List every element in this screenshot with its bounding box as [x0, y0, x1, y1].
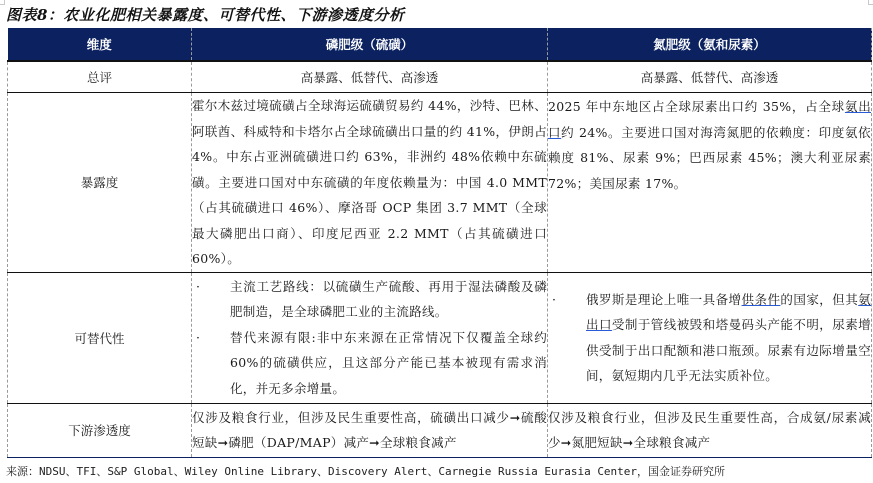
dimension-cell: 下游渗透度 — [8, 403, 192, 457]
phosphate-exposure-cell: 霍尔木兹过境硫磺占全球海运硫磺贸易约 44%，沙特、巴林、阿联酋、科威特和卡塔尔占全球硫磺出口量的约 41%，伊朗占 4%。中东占亚洲硫磺进口约 63%，非洲约 48%依赖中东硫磺。主要进口国对中东硫磺的年度依赖量为：中国 4.0 MMT（占其硫磺进口 46%）、摩洛哥 OCP 集团 3.7 MMT（全球最大磷肥出口商）、印度尼西亚 2.2 MMT（占其硫磺进口 60%）。 — [192, 93, 548, 273]
nitrogen-downstream-cell: 仅涉及粮食行业，但涉及民生重要性高，合成氨/尿素减少➞氮肥短缺➞全球粮食减产 — [548, 403, 872, 457]
bullet-text: 主流工艺路线：以硫磺生产硫酸、再用于湿法磷酸及磷肥制造，是全球磷肥工业的主流路线。 — [230, 278, 547, 320]
figure-title: 图表8：农业化肥相关暴露度、可替代性、下游渗透度分析 — [6, 6, 405, 24]
nitrogen-substitutability-cell — [548, 272, 872, 403]
header-phosphate: 磷肥级（硫磺） — [192, 28, 548, 61]
header-dimension: 维度 — [8, 28, 192, 61]
bullet-list — [548, 287, 871, 389]
dimension-cell: 暴露度 — [8, 93, 192, 273]
table-row-downstream — [8, 403, 872, 457]
analysis-table — [7, 28, 872, 458]
bullet-icon: · — [196, 278, 201, 294]
phosphate-downstream-cell: 仅涉及粮食行业，但涉及民生重要性高，硫磺出口减少➞硫酸短缺➞磷肥（DAP/MAP）减产➞全球粮食减产 — [192, 403, 548, 457]
corner-mark-top-right — [868, 0, 873, 5]
nitrogen-exposure-underlined: 氨出口 — [548, 99, 871, 140]
table-row-exposure — [8, 93, 872, 273]
nitrogen-exposure-text-2: 约 24%。主要进口国对海湾氮肥的依赖度：印度氨依赖度 81%、尿素 9%；巴西尿素 45%；澳大利亚尿素 72%；美国尿素 17%。 — [548, 124, 871, 191]
bullet-text-underlined: 氨出口 — [586, 291, 871, 332]
bullet-item — [548, 287, 871, 389]
corner-mark-top-left — [0, 0, 5, 5]
nitrogen-summary-cell: 高暴露、低替代、高渗透 — [548, 61, 872, 93]
table-row-substitutability — [8, 272, 872, 403]
table-header-row — [8, 28, 872, 61]
bullet-list — [192, 274, 547, 402]
bullet-text: 的国家，但其 — [780, 291, 859, 307]
dimension-cell: 可替代性 — [8, 272, 192, 403]
phosphate-substitutability-cell — [192, 272, 548, 403]
bullet-item — [192, 274, 547, 325]
nitrogen-exposure-cell — [548, 93, 872, 273]
source-note: 来源：NDSU、TFI、S&P Global、Wiley Online Library、Discovery Alert、Carnegie Russia Eurasia Center，国金证券研究所 — [6, 465, 726, 478]
bullet-text: 俄罗斯是理论上唯一具备增 — [586, 291, 742, 307]
nitrogen-exposure-text-1: 2025 年中东地区占全球尿素出口约 35%，占全球 — [548, 99, 845, 114]
bullet-text: 受制于管线被毁和塔曼码头产能不明，尿素增供受制于出口配额和港口瓶颈。尿素有边际增量空间，氨短期内几乎无法实质补位。 — [586, 317, 871, 383]
bullet-item — [192, 325, 547, 402]
header-nitrogen: 氮肥级（氨和尿素） — [548, 28, 872, 61]
phosphate-summary-cell: 高暴露、低替代、高渗透 — [192, 61, 548, 93]
table-row-summary — [8, 61, 872, 93]
dimension-cell: 总评 — [8, 61, 192, 93]
bullet-icon: · — [196, 329, 201, 345]
bullet-text-underlined: 供条件 — [741, 291, 781, 307]
bullet-icon: · — [552, 291, 557, 307]
bullet-text: 替代来源有限:非中东来源在正常情况下仅覆盖全球约 60%的硫磺供应，且这部分产能已基本被现有需求消化，并无多余增量。 — [230, 329, 547, 396]
